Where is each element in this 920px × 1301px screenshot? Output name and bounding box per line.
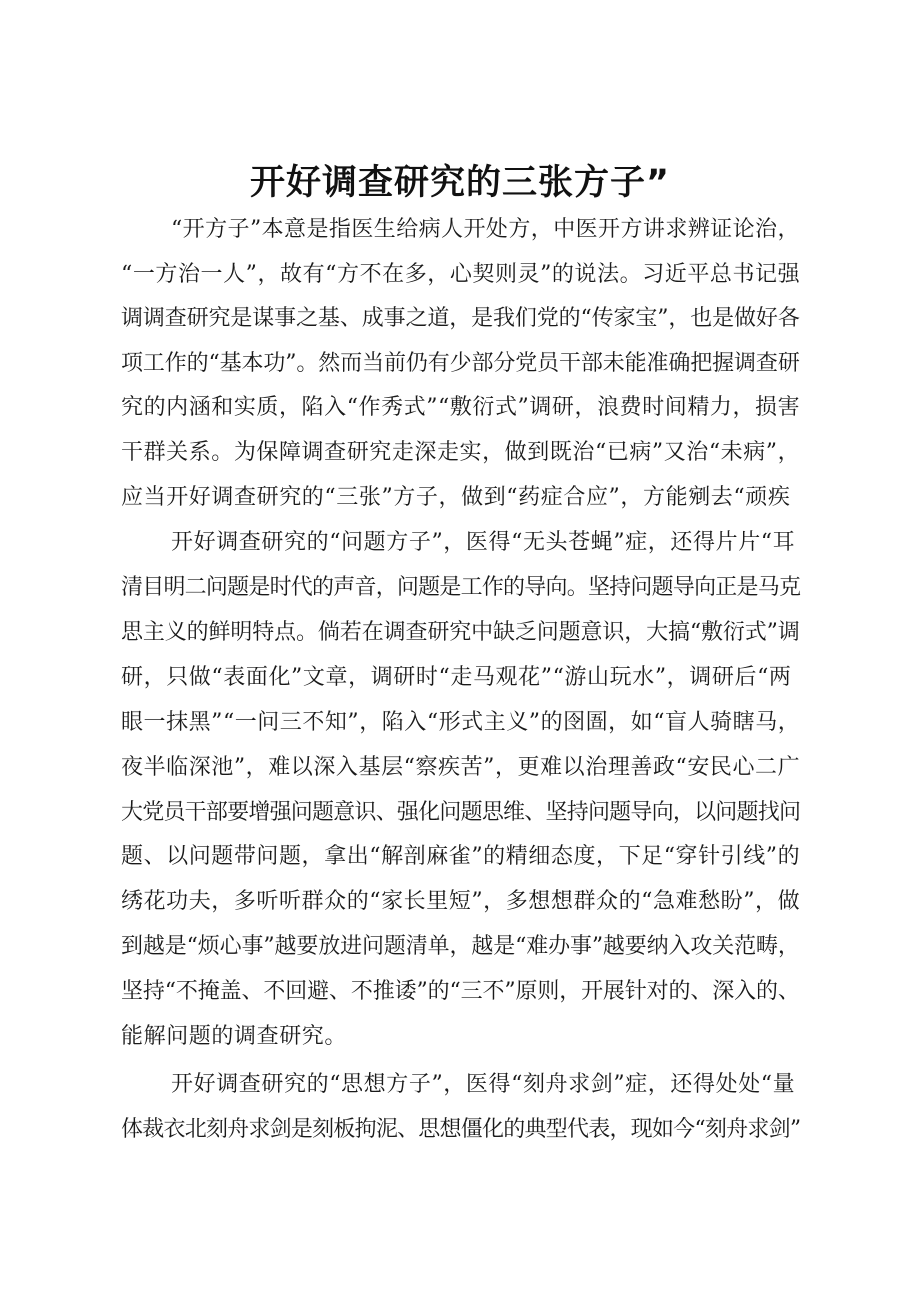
- paragraph-line: 眼一抹黑”“一问三不知”，陷入“形式主义”的囹圄，如“盲人骑瞎马，: [121, 710, 801, 735]
- paragraph-line: 绣花功夫，多听听群众的“家长里短”，多想想群众的“急难愁盼”，做: [121, 889, 801, 914]
- paragraph-line: “一方治一人”，故有“方不在多，心契则灵”的说法。习近平总书记强: [121, 262, 801, 287]
- paragraph-line: 夜半临深池”，难以深入基层“察疾苦”，更难以治理善政“安民心二广: [121, 755, 801, 780]
- paragraph-line: 清目明二问题是时代的声音，问题是工作的导向。坚持问题导向正是马克: [121, 575, 801, 600]
- paragraph-line: “开方子”本意是指医生给病人开处方，中医开方讲求辨证论治，: [171, 217, 800, 242]
- paragraph-line: 干群关系。为保障调查研究走深走实，做到既治“已病”又治“未病”，: [121, 440, 801, 465]
- paragraph-line: 坚持“不掩盖、不回避、不推诿”的“三不”原则，开展针对的、深入的、: [121, 979, 800, 1004]
- paragraph-line: 体裁衣北刻舟求剑是刻板拘泥、思想僵化的典型代表，现如今“刻舟求剑”: [121, 1117, 801, 1142]
- paragraph-line: 开好调查研究的“思想方子”，医得“刻舟求剑”症，还得处处“量: [171, 1072, 796, 1097]
- paragraph-line: 研，只做“表面化”文章，调研时“走马观花”“游山玩水”，调研后“两: [121, 665, 792, 690]
- document-title: 开好调查研究的三张方子”: [249, 163, 670, 203]
- paragraph-line: 能解问题的调查研究。: [121, 1024, 348, 1049]
- paragraph-line: 究的内涵和实质，陷入“作秀式”“敷衍式”调研，浪费时间精力，损害: [121, 395, 801, 420]
- paragraph-line: 应当开好调查研究的“三张”方子，做到“药症合应”，方能剜去“顽疾: [121, 485, 791, 510]
- paragraph-line: 到越是“烦心事”越要放进问题清单，越是“难办事”越要纳入攻关范畴，: [121, 934, 800, 959]
- paragraph-line: 大党员干部要增强问题意识、强化问题思维、坚持问题导向，以问题找问: [121, 800, 801, 825]
- paragraph-line: 开好调查研究的“问题方子”，医得“无头苍蝇”症，还得片片“耳: [171, 530, 796, 555]
- paragraph-line: 调调查研究是谋事之基、成事之道，是我们党的“传家宝”，也是做好各: [121, 306, 800, 331]
- paragraph-line: 题、以问题带问题，拿出“解剖麻雀”的精细态度，下足“穿针引线”的: [121, 844, 801, 869]
- paragraph-line: 项工作的“基本功”。然而当前仍有少部分党员干部未能准确把握调查研: [121, 351, 800, 376]
- paragraph-line: 思主义的鲜明特点。倘若在调查研究中缺乏问题意识，大搞“敷衍式”调: [121, 620, 800, 645]
